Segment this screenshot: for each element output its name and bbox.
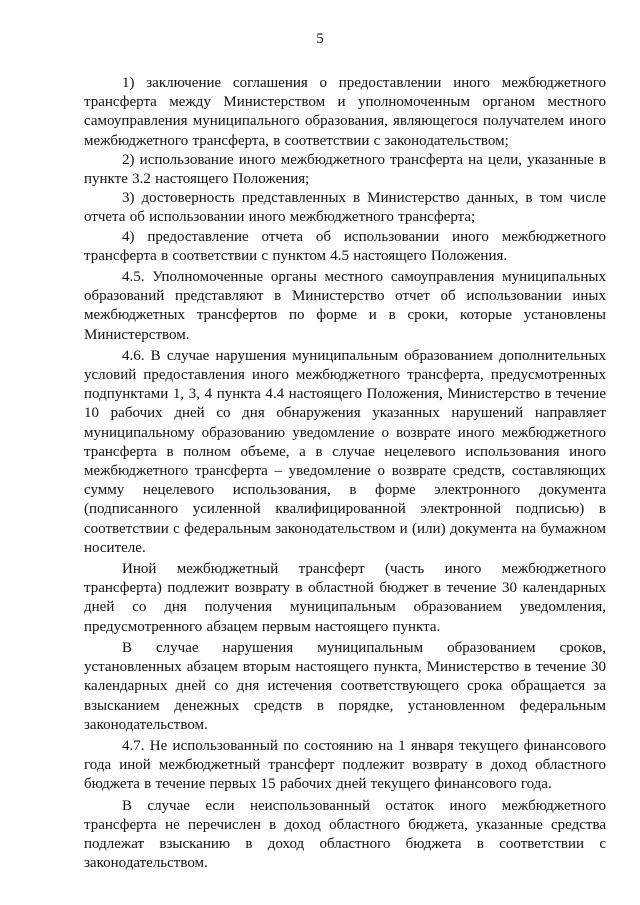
paragraph-4-6-return: Иной межбюджетный трансферт (часть иного межбюджетного трансферта) подлежит возврату в областной бюджет в течение 30 календарных дней со дня получения муниципальным образованием уведомления, предусмотренного абзацем первым настоящего пункта. <box>84 561 606 635</box>
paragraph-4-7: 4.7. Не использованный по состоянию на 1 января текущего финансового года иной межбюджетный трансферт подлежит возврату в доход областного бюджета в течение первых 15 рабочих дней текущего финансового года. <box>84 737 606 793</box>
paragraph-item-4: 4) предоставление отчета об использовании иного межбюджетного трансферта в соответствии с пунктом 4.5 настоящего Положения. <box>84 228 606 264</box>
paragraph-4-5: 4.5. Уполномоченные органы местного самоуправления муниципальных образований представляют в Министерство отчет об использовании иных межбюджетных трансфертов по форме и в сроки, которые установлены Министерством. <box>84 269 606 343</box>
paragraph-4-7-balance: В случае если неиспользованный остаток иного межбюджетного трансферта не перечислен в доход областного бюджета, указанные средства подлежат взысканию в доход областного бюджета в соответствии с законодательством. <box>84 797 606 872</box>
page-number: 5 <box>316 31 324 47</box>
paragraph-4-6: 4.6. В случае нарушения муниципальным образованием дополнительных условий предоставления иного межбюджетного трансферта, предусмотренных подпунктами 1, 3, 4 пункта 4.4 настоящего Положения, Министерство в течение 10 рабочих дней со дня обнаружения указанных нарушений направляет муниципальному образованию уведомление о возврате иного межбюджетного трансферта в полном объеме, а в случае нецелевого использования иного межбюджетного трансферта – уведомление о возврате средств, составляющих сумму нецелевого использования, в форме электронного документа (подписанного усиленной квалифицированной электронной подписью) в соответствии с федеральным законодательством и (или) документа на бумажном носителе. <box>84 347 606 556</box>
document-body <box>84 74 606 873</box>
paragraph-4-6-recovery: В случае нарушения муниципальным образованием сроков, установленных абзацем вторым настоящего пункта, Министерство в течение 30 календарных дней со дня истечения соответствующего срока обращается за взысканием денежных средств в порядке, установленном федеральным законодательством. <box>84 639 606 733</box>
paragraph-item-2: 2) использование иного межбюджетного трансферта на цели, указанные в пункте 3.2 настоящего Положения; <box>84 151 606 188</box>
paragraph-item-1: 1) заключение соглашения о предоставлении иного межбюджетного трансферта между Министерством и уполномоченным органом местного самоуправления муниципального образования, являющегося получателем иного межбюджетного трансферта, в соответствии с законодательством; <box>84 75 606 149</box>
paragraph-item-3: 3) достоверность представленных в Министерство данных, в том числе отчета об использовании иного межбюджетного трансферта; <box>84 190 606 226</box>
